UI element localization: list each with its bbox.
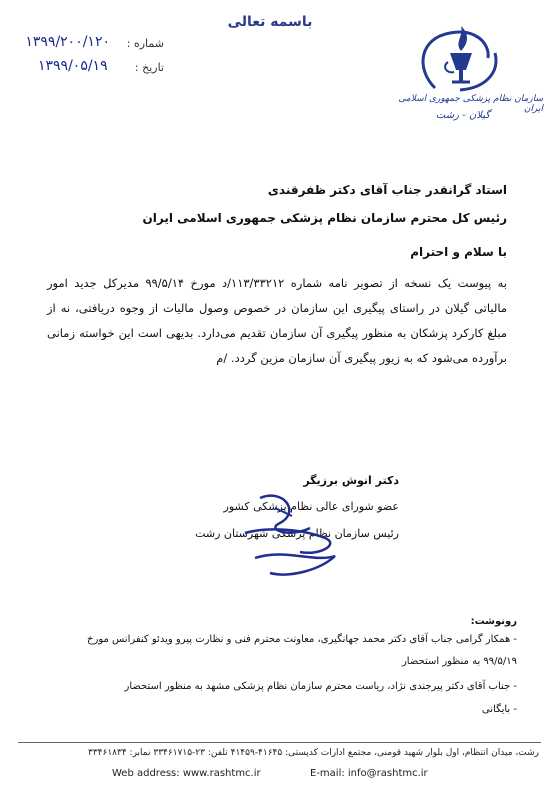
logo-caption-city: گیلان - رشت bbox=[435, 110, 490, 121]
logo-caption-organization: سازمان نظام پزشکی جمهوری اسلامی ایران bbox=[398, 94, 543, 114]
signatory-name: دکتر انوش برزیگر bbox=[303, 474, 399, 487]
letter-heading: باسمه تعالی bbox=[227, 14, 313, 30]
letter-number-value: ۱۳۹۹/۲۰۰/۱۲۰ bbox=[25, 34, 110, 50]
medical-council-emblem-icon bbox=[390, 18, 550, 98]
salutation: با سلام و احترام bbox=[410, 245, 507, 259]
letter-date-label: تاریخ : bbox=[134, 61, 164, 74]
cc-item: - همکار گرامی جناب آقای دکتر محمد جهانگیری، معاونت محترم فنی و نظارت پیرو ویدئو کنفرانس مورخ bbox=[87, 634, 517, 645]
footer-email: E-mail: info@rashtmc.ir bbox=[310, 768, 428, 779]
signatory-title-rasht: رئیس سازمان نظام پزشکی شهرستان رشت bbox=[195, 527, 399, 540]
handwritten-signature bbox=[230, 478, 360, 588]
letter-number-label: شماره : bbox=[126, 37, 164, 50]
cc-heading: رونوشت: bbox=[470, 616, 517, 627]
footer-web-address: Web address: www.rashtmc.ir bbox=[112, 768, 261, 779]
footer-divider bbox=[18, 742, 541, 743]
letter-body: به پیوست یک نسخه از تصویر نامه شماره ۱۱۳/۳۳۲۱۲/د مورخ ۹۹/۵/۱۴ مدیرکل جدید امور مالیاتی گیلان در راستای پیگیری این سازمان در خصوص وصول مالیات از وجوه دریافتی، نه از مبلغ کارکرد پزشکان به منظور پیگیری آن سازمان تقدیم می‌دارد. بدیهی است این خواسته زمانی برآورده می‌شود که به زیور پیگیری آن سازمان مزین گردد. /م bbox=[47, 276, 508, 365]
footer-address: رشت، میدان انتظام، اول بلوار شهید قومنی، مجتمع ادارات کدپستی: ۴۱۶۴۵-۴۱۴۵۹ تلفن: ۲۳-۳۳۴۶۱۷۱۵ نمابر: ۳۳۴۶۱۸۳۴ bbox=[88, 748, 539, 758]
organization-logo bbox=[390, 18, 550, 143]
addressee-title: رئیس کل محترم سازمان نظام پزشکی جمهوری اسلامی ایران bbox=[142, 211, 507, 225]
letter-date-value: ۱۳۹۹/۰۵/۱۹ bbox=[38, 58, 108, 74]
cc-item: - بایگانی bbox=[481, 704, 517, 715]
cc-item: - جناب آقای دکتر پیرجندی نژاد، ریاست محترم سازمان نظام پزشکی مشهد به منظور استحضار bbox=[124, 681, 517, 692]
addressee-name: استاد گرانقدر جناب آقای دکتر ظفرقندی bbox=[267, 183, 507, 197]
signatory-title-council: عضو شورای عالی نظام پزشکی کشور bbox=[223, 500, 399, 513]
cc-item: ۹۹/۵/۱۹ به منظور استحضار bbox=[401, 656, 517, 667]
